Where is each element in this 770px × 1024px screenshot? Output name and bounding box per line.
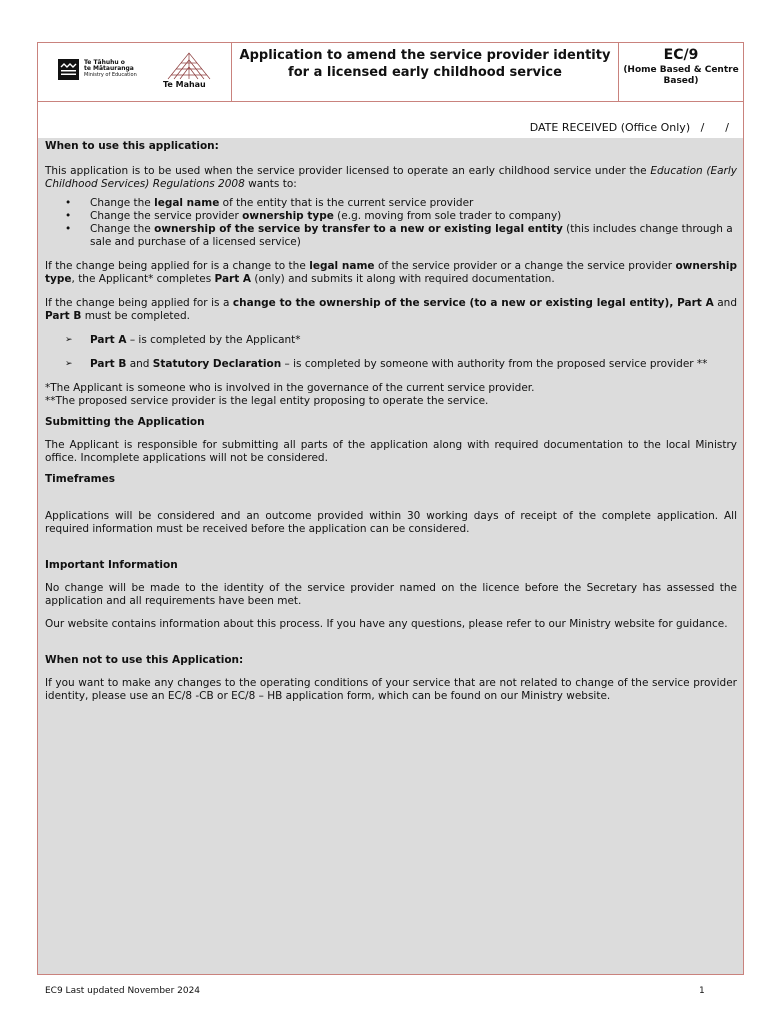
- date-received-label: DATE RECEIVED (Office Only) / /: [529, 121, 729, 134]
- ministry-logo-text: Te Tāhuhu o te Mātauranga Ministry of Education: [84, 59, 137, 78]
- when-to-use-list: [45, 197, 737, 249]
- form-content: [45, 140, 737, 703]
- part-a-paragraph: If the change being applied for is a change to the legal name of the service provider or a change the service provider ownership type, the Applicant* completes Part A (only) and submits it along with required documentation.: [45, 260, 737, 285]
- list-item: • Change the ownership of the service by transfer to a new or existing legal entity (this includes change through a sale and purchase of a licensed service): [65, 223, 733, 248]
- when-to-use-heading: When to use this application:: [45, 140, 219, 152]
- footnote-applicant: *The Applicant is someone who is involved in the governance of the current service provider.: [45, 382, 535, 394]
- arrow-bullet-icon: ➢: [65, 359, 73, 369]
- submitting-text: The Applicant is responsible for submitting all parts of the application along with required documentation to the local Ministry office. Incomplete applications will not be considered.: [45, 439, 737, 464]
- footer-updated: EC9 Last updated November 2024: [45, 986, 201, 996]
- important-text-1: No change will be made to the identity of the service provider named on the licence before the Secretary has assessed the application and all requirements have been met.: [45, 582, 737, 607]
- form-scope: (Home Based & Centre Based): [623, 65, 739, 86]
- part-b-paragraph: If the change being applied for is a change to the ownership of the service (to a new or existing legal entity), Part A and Part B must be completed.: [45, 297, 737, 322]
- footer-page-number: 1: [699, 986, 705, 996]
- when-not-heading: When not to use this Application:: [45, 654, 244, 666]
- list-item: • Change the legal name of the entity that is the current service provider: [65, 197, 474, 209]
- list-item: ➢ Part B and Statutory Declaration – is completed by someone with authority from the proposed service provider **: [65, 358, 708, 370]
- form-page: [37, 42, 744, 975]
- timeframes-text: Applications will be considered and an outcome provided within 30 working days of receipt of the complete application. All required information must be received before the application can be considered.: [45, 510, 737, 535]
- form-title: Application to amend the service provider identity for a licensed early childhood service: [232, 43, 619, 101]
- ministry-logo-icon: [58, 59, 79, 80]
- form-code-cell: [619, 43, 743, 101]
- list-item: • Change the service provider ownership type (e.g. moving from sole trader to company): [65, 210, 562, 222]
- logo-cell: [38, 43, 232, 101]
- form-code: EC/9: [663, 47, 699, 63]
- important-text-2: Our website contains information about this process. If you have any questions, please refer to our Ministry website for guidance.: [45, 618, 728, 630]
- when-to-use-intro: This application is to be used when the service provider licensed to operate an early childhood service under the Education (Early Childhood Services) Regulations 2008 wants to:: [45, 165, 737, 190]
- arrow-bullet-icon: ➢: [65, 335, 73, 345]
- te-mahau-logo-icon: [166, 50, 212, 84]
- timeframes-heading: Timeframes: [45, 473, 115, 485]
- submitting-heading: Submitting the Application: [45, 416, 205, 428]
- te-mahau-logo-text: Te Mahau: [163, 80, 206, 89]
- date-received-row: [38, 101, 743, 139]
- when-not-text: If you want to make any changes to the operating conditions of your service that are not related to change of the service provider identity, please use an EC/8 -CB or EC/8 – HB application form, which can be found on our Ministry website.: [45, 677, 737, 702]
- list-item: ➢ Part A – is completed by the Applicant*: [65, 334, 301, 346]
- important-heading: Important Information: [45, 559, 178, 571]
- form-header: [38, 43, 743, 102]
- footnote-provider: **The proposed service provider is the legal entity proposing to operate the service.: [45, 395, 489, 407]
- form-body: [38, 138, 743, 974]
